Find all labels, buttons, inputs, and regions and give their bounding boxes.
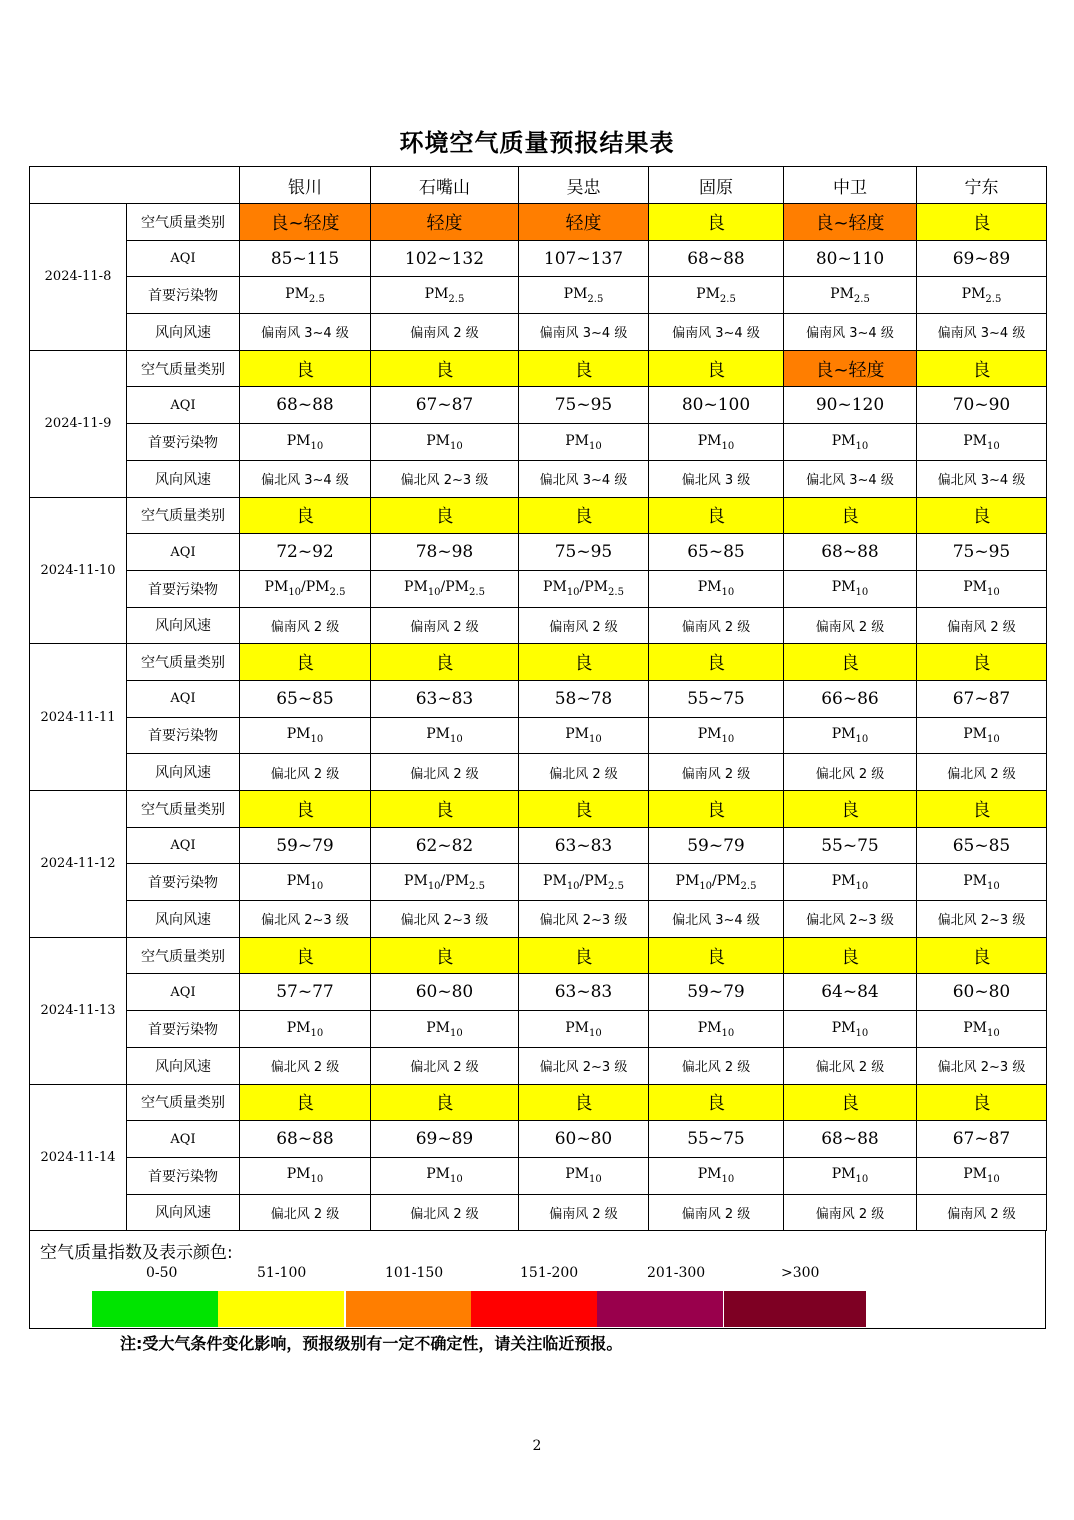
wind-cell: 偏北风 2 级 [784,754,917,791]
wind-cell: 偏北风 2 级 [240,1047,371,1084]
forecast-date: 2024-11-13 [30,937,127,1084]
category-cell: 良 [917,791,1047,828]
pollutant-cell: $PM_{10}$ [371,1011,519,1048]
legend-range-label: 151-200 [520,1265,579,1281]
category-cell: 良 [519,937,649,974]
row-label-aqi: AQI [127,827,240,864]
forecast-row-category [30,350,1047,387]
aqi-cell: 63~83 [519,827,649,864]
pollutant-cell: $PM_{10}$ [917,424,1047,461]
category-cell: 良 [649,791,784,828]
category-cell: 良 [240,644,371,681]
category-cell: 良 [371,644,519,681]
wind-cell: 偏南风 3~4 级 [649,314,784,351]
forecast-date: 2024-11-11 [30,644,127,791]
aqi-cell: 68~88 [784,534,917,571]
row-label-category: 空气质量类别 [127,350,240,387]
wind-cell: 偏南风 2 级 [240,607,371,644]
city-header: 中卫 [784,167,917,204]
row-label-category: 空气质量类别 [127,644,240,681]
wind-cell: 偏北风 2 级 [371,1047,519,1084]
row-label-wind: 风向风速 [127,314,240,351]
category-cell: 良~轻度 [784,350,917,387]
pollutant-cell: $PM_{10}$ [649,570,784,607]
category-cell: 良 [371,791,519,828]
aqi-cell: 80~110 [784,240,917,277]
aqi-cell: 68~88 [240,387,371,424]
category-cell: 良 [784,644,917,681]
wind-cell: 偏南风 3~4 级 [519,314,649,351]
category-cell: 良 [649,497,784,534]
wind-cell: 偏南风 2 级 [784,607,917,644]
header-corner-cell [30,167,240,204]
row-label-pollutant: 首要污染物 [127,1157,240,1194]
legend-range-label: >300 [781,1265,820,1281]
category-cell: 良 [649,204,784,241]
forecast-row-category [30,497,1047,534]
wind-cell: 偏北风 2 级 [649,1047,784,1084]
category-cell: 良 [917,204,1047,241]
wind-cell: 偏南风 2 级 [784,1194,917,1231]
forecast-date: 2024-11-9 [30,350,127,497]
forecast-row-category [30,791,1047,828]
wind-cell: 偏南风 2 级 [371,607,519,644]
category-cell: 良 [240,350,371,387]
pollutant-cell: $PM_{10}$ [519,717,649,754]
row-label-aqi: AQI [127,680,240,717]
wind-cell: 偏北风 2~3 级 [917,1047,1047,1084]
aqi-cell: 68~88 [649,240,784,277]
row-label-category: 空气质量类别 [127,791,240,828]
forecast-row-wind [30,314,1047,351]
city-header: 固原 [649,167,784,204]
row-label-aqi: AQI [127,974,240,1011]
forecast-row-category [30,1084,1047,1121]
aqi-cell: 72~92 [240,534,371,571]
pollutant-cell: $PM_{10}$ [240,424,371,461]
aqi-cell: 69~89 [917,240,1047,277]
pollutant-cell: $PM_{10}$ [519,1011,649,1048]
pollutant-cell: $PM_{2.5}$ [784,277,917,314]
forecast-date: 2024-11-8 [30,204,127,351]
row-label-category: 空气质量类别 [127,937,240,974]
row-label-aqi: AQI [127,534,240,571]
pollutant-cell: $PM_{10}$ [371,424,519,461]
category-cell: 良 [519,497,649,534]
category-cell: 良 [519,1084,649,1121]
category-cell: 良 [519,644,649,681]
aqi-cell: 64~84 [784,974,917,1011]
wind-cell: 偏北风 2 级 [917,754,1047,791]
aqi-cell: 60~80 [371,974,519,1011]
category-cell: 良 [649,1084,784,1121]
category-cell: 良 [519,350,649,387]
legend-color-swatch [471,1291,597,1327]
pollutant-cell: $PM_{10}$ [784,570,917,607]
wind-cell: 偏南风 3~4 级 [917,314,1047,351]
wind-cell: 偏南风 3~4 级 [240,314,371,351]
pollutant-cell: $PM_{10}$ [917,1157,1047,1194]
row-label-wind: 风向风速 [127,754,240,791]
legend-range-label: 51-100 [257,1265,307,1281]
wind-cell: 偏北风 2~3 级 [371,460,519,497]
row-label-pollutant: 首要污染物 [127,424,240,461]
aqi-cell: 63~83 [519,974,649,1011]
pollutant-cell: $PM_{2.5}$ [917,277,1047,314]
legend-color-swatch [346,1291,472,1327]
category-cell: 良 [371,350,519,387]
category-cell: 良 [917,1084,1047,1121]
wind-cell: 偏北风 2 级 [784,1047,917,1084]
forecast-row-category [30,937,1047,974]
pollutant-cell: $PM_{10}$ [240,1157,371,1194]
forecast-date: 2024-11-10 [30,497,127,644]
aqi-cell: 85~115 [240,240,371,277]
pollutant-cell: $PM_{10}$ [371,717,519,754]
forecast-row-aqi [30,680,1047,717]
row-label-wind: 风向风速 [127,607,240,644]
forecast-date: 2024-11-12 [30,791,127,938]
wind-cell: 偏南风 2 级 [649,607,784,644]
category-cell: 良 [371,1084,519,1121]
pollutant-cell: $PM_{10}$ [240,717,371,754]
pollutant-cell: $PM_{10}/PM_{2.5}$ [519,864,649,901]
forecast-row-pollutant [30,864,1047,901]
aqi-cell: 75~95 [519,387,649,424]
category-cell: 良 [519,791,649,828]
row-label-pollutant: 首要污染物 [127,1011,240,1048]
wind-cell: 偏北风 2~3 级 [371,901,519,938]
forecast-row-category [30,204,1047,241]
aqi-cell: 63~83 [371,680,519,717]
forecast-row-wind [30,1047,1047,1084]
category-cell: 良 [784,1084,917,1121]
pollutant-cell: $PM_{10}$ [649,1011,784,1048]
city-header-row [30,167,1047,204]
aqi-cell: 67~87 [917,680,1047,717]
wind-cell: 偏北风 2~3 级 [519,901,649,938]
wind-cell: 偏北风 3~4 级 [784,460,917,497]
forecast-row-wind [30,460,1047,497]
pollutant-cell: $PM_{10}/PM_{2.5}$ [649,864,784,901]
pollutant-cell: $PM_{10}$ [784,717,917,754]
pollutant-cell: $PM_{10}$ [917,1011,1047,1048]
aqi-cell: 57~77 [240,974,371,1011]
wind-cell: 偏北风 3~4 级 [519,460,649,497]
pollutant-cell: $PM_{10}$ [649,717,784,754]
aqi-cell: 107~137 [519,240,649,277]
aqi-cell: 65~85 [917,827,1047,864]
pollutant-cell: $PM_{10}$ [371,1157,519,1194]
aqi-cell: 62~82 [371,827,519,864]
city-header: 银川 [240,167,371,204]
aqi-cell: 59~79 [649,827,784,864]
forecast-row-aqi [30,827,1047,864]
aqi-cell: 59~79 [649,974,784,1011]
category-cell: 轻度 [371,204,519,241]
wind-cell: 偏南风 2 级 [649,1194,784,1231]
row-label-pollutant: 首要污染物 [127,717,240,754]
aqi-cell: 68~88 [240,1121,371,1158]
pollutant-cell: $PM_{10}/PM_{2.5}$ [371,864,519,901]
aqi-cell: 65~85 [649,534,784,571]
forecast-row-aqi [30,387,1047,424]
row-label-pollutant: 首要污染物 [127,277,240,314]
wind-cell: 偏南风 2 级 [371,314,519,351]
forecast-row-category [30,644,1047,681]
legend-color-swatch [218,1291,344,1327]
wind-cell: 偏南风 2 级 [917,607,1047,644]
legend-color-swatch [92,1291,218,1327]
row-label-wind: 风向风速 [127,1047,240,1084]
row-label-pollutant: 首要污染物 [127,570,240,607]
aqi-cell: 58~78 [519,680,649,717]
category-cell: 良~轻度 [240,204,371,241]
row-label-category: 空气质量类别 [127,497,240,534]
pollutant-cell: $PM_{10}$ [917,570,1047,607]
row-label-wind: 风向风速 [127,460,240,497]
wind-cell: 偏南风 2 级 [519,607,649,644]
forecast-row-pollutant [30,424,1047,461]
pollutant-cell: $PM_{10}$ [784,864,917,901]
city-header: 吴忠 [519,167,649,204]
forecast-date: 2024-11-14 [30,1084,127,1231]
pollutant-cell: $PM_{10}/PM_{2.5}$ [519,570,649,607]
aqi-color-legend [29,1230,1046,1329]
forecast-row-wind [30,754,1047,791]
legend-color-swatch [724,1291,866,1327]
wind-cell: 偏北风 2~3 级 [784,901,917,938]
row-label-aqi: AQI [127,240,240,277]
forecast-row-pollutant [30,1157,1047,1194]
forecast-row-pollutant [30,717,1047,754]
category-cell: 良 [784,937,917,974]
forecast-row-wind [30,607,1047,644]
forecast-note: 注:受大气条件变化影响，预报级别有一定不确定性，请关注临近预报。 [120,1334,623,1353]
legend-range-label: 0-50 [146,1265,178,1281]
wind-cell: 偏南风 2 级 [649,754,784,791]
forecast-row-aqi [30,1121,1047,1158]
aqi-cell: 69~89 [371,1121,519,1158]
forecast-row-pollutant [30,570,1047,607]
row-label-wind: 风向风速 [127,901,240,938]
page-title: 环境空气质量预报结果表 [399,129,675,157]
pollutant-cell: $PM_{10}$ [917,717,1047,754]
aqi-cell: 70~90 [917,387,1047,424]
aqi-cell: 59~79 [240,827,371,864]
aqi-cell: 67~87 [917,1121,1047,1158]
aqi-cell: 75~95 [519,534,649,571]
row-label-pollutant: 首要污染物 [127,864,240,901]
forecast-row-wind [30,1194,1047,1231]
wind-cell: 偏南风 2 级 [917,1194,1047,1231]
aqi-cell: 60~80 [917,974,1047,1011]
aqi-cell: 67~87 [371,387,519,424]
category-cell: 良 [917,644,1047,681]
wind-cell: 偏北风 2 级 [240,754,371,791]
pollutant-cell: $PM_{10}/PM_{2.5}$ [240,570,371,607]
category-cell: 良 [784,497,917,534]
category-cell: 良 [649,644,784,681]
forecast-row-aqi [30,240,1047,277]
category-cell: 良 [240,791,371,828]
forecast-table [29,166,1047,1231]
wind-cell: 偏北风 2 级 [519,754,649,791]
wind-cell: 偏北风 2~3 级 [917,901,1047,938]
pollutant-cell: $PM_{10}$ [240,864,371,901]
aqi-cell: 102~132 [371,240,519,277]
aqi-cell: 80~100 [649,387,784,424]
pollutant-cell: $PM_{2.5}$ [371,277,519,314]
aqi-cell: 55~75 [649,1121,784,1158]
pollutant-cell: $PM_{10}$ [917,864,1047,901]
legend-title: 空气质量指数及表示颜色: [40,1243,233,1263]
pollutant-cell: $PM_{10}$ [784,424,917,461]
category-cell: 良 [649,937,784,974]
pollutant-cell: $PM_{10}$ [240,1011,371,1048]
city-header: 石嘴山 [371,167,519,204]
wind-cell: 偏北风 2~3 级 [240,901,371,938]
pollutant-cell: $PM_{2.5}$ [519,277,649,314]
category-cell: 良 [240,497,371,534]
aqi-cell: 78~98 [371,534,519,571]
wind-cell: 偏北风 3~4 级 [917,460,1047,497]
forecast-row-pollutant [30,1011,1047,1048]
category-cell: 良 [371,497,519,534]
pollutant-cell: $PM_{10}$ [519,424,649,461]
row-label-category: 空气质量类别 [127,1084,240,1121]
pollutant-cell: $PM_{10}$ [519,1157,649,1194]
row-label-aqi: AQI [127,387,240,424]
aqi-cell: 90~120 [784,387,917,424]
category-cell: 良 [917,350,1047,387]
forecast-row-wind [30,901,1047,938]
category-cell: 良 [371,937,519,974]
pollutant-cell: $PM_{2.5}$ [649,277,784,314]
aqi-cell: 75~95 [917,534,1047,571]
wind-cell: 偏北风 2 级 [371,754,519,791]
category-cell: 轻度 [519,204,649,241]
wind-cell: 偏北风 2 级 [371,1194,519,1231]
row-label-category: 空气质量类别 [127,204,240,241]
pollutant-cell: $PM_{10}$ [784,1011,917,1048]
pollutant-cell: $PM_{2.5}$ [240,277,371,314]
pollutant-cell: $PM_{10}/PM_{2.5}$ [371,570,519,607]
wind-cell: 偏北风 2 级 [240,1194,371,1231]
wind-cell: 偏北风 3 级 [649,460,784,497]
forecast-row-aqi [30,534,1047,571]
aqi-cell: 66~86 [784,680,917,717]
legend-range-label: 201-300 [647,1265,706,1281]
aqi-cell: 55~75 [784,827,917,864]
row-label-aqi: AQI [127,1121,240,1158]
wind-cell: 偏北风 2~3 级 [519,1047,649,1084]
category-cell: 良 [917,497,1047,534]
category-cell: 良 [784,791,917,828]
forecast-row-pollutant [30,277,1047,314]
wind-cell: 偏北风 3~4 级 [649,901,784,938]
legend-range-label: 101-150 [385,1265,444,1281]
wind-cell: 偏南风 2 级 [519,1194,649,1231]
aqi-cell: 65~85 [240,680,371,717]
category-cell: 良 [240,937,371,974]
aqi-cell: 55~75 [649,680,784,717]
row-label-wind: 风向风速 [127,1194,240,1231]
category-cell: 良 [917,937,1047,974]
forecast-row-aqi [30,974,1047,1011]
category-cell: 良 [649,350,784,387]
pollutant-cell: $PM_{10}$ [784,1157,917,1194]
wind-cell: 偏南风 3~4 级 [784,314,917,351]
pollutant-cell: $PM_{10}$ [649,1157,784,1194]
page-number: 2 [532,1438,542,1454]
aqi-cell: 60~80 [519,1121,649,1158]
pollutant-cell: $PM_{10}$ [649,424,784,461]
wind-cell: 偏北风 3~4 级 [240,460,371,497]
city-header: 宁东 [917,167,1047,204]
aqi-cell: 68~88 [784,1121,917,1158]
category-cell: 良 [240,1084,371,1121]
legend-color-swatch [597,1291,723,1327]
category-cell: 良~轻度 [784,204,917,241]
